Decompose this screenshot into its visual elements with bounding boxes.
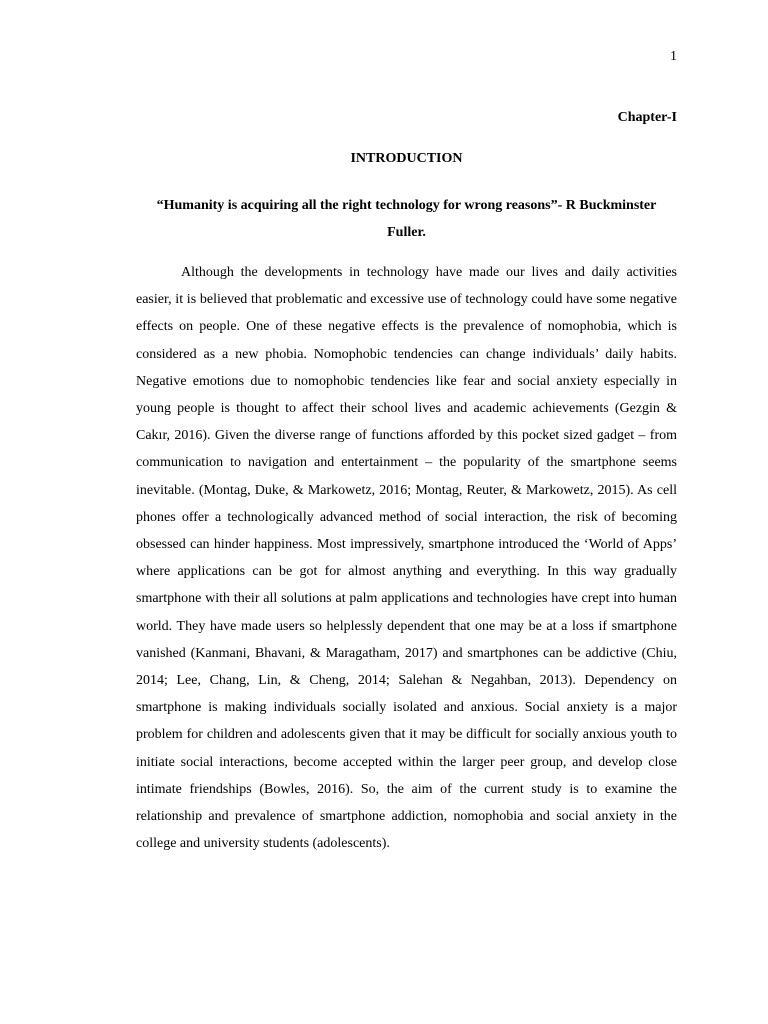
body-paragraph: Although the developments in technology have made our lives and daily activities easier, it is believed that problematic and excessive use of technology could have some negative effects on people. One of these negative effects is the prevalence of nomophobia, which is considered as a new phobia. Nomophobic tendencies can change individuals’ daily habits. Negative emotions due to nomophobic tendencies like fear and social anxiety especially in young people is thought to affect their school lives and academic achievements (Gezgin & Cakır, 2016). Given the diverse range of functions afforded by this pocket sized gadget – from communication to navigation and entertainment – the popularity of the smartphone seems inevitable. (Montag, Duke, & Markowetz, 2016; Montag, Reuter, & Markowetz, 2015). As cell phones offer a technologically advanced method of social interaction, the risk of becoming obsessed can hinder happiness. Most impressively, smartphone introduced the ‘World of Apps’ where applications can be got for almost anything and everything. In this way gradually smartphone with their all solutions at palm applications and technologies have crept into human world. They have made users so helplessly dependent that one may be at a loss if smartphone vanished (Kanmani, Bhavani, & Maragatham, 2017) and smartphones can be addictive (Chiu, 2014; Lee, Chang, Lin, & Cheng, 2014; Salehan & Negahban, 2013). Dependency on smartphone is making individuals socially isolated and anxious. Social anxiety is a major problem for children and adolescents given that it may be difficult for socially anxious youth to initiate social interactions, become accepted within the larger peer group, and develop close intimate friendships (Bowles, 2016). So, the aim of the current study is to examine the relationship and prevalence of smartphone addiction, nomophobia and social anxiety in the college and university students (adolescents).	[136, 265, 677, 852]
chapter-label: Chapter-I	[617, 110, 677, 125]
page-number: 1	[670, 49, 677, 64]
section-heading: INTRODUCTION	[350, 151, 463, 166]
epigraph-quote: “Humanity is acquiring all the right technology for wrong reasons”- R Buckminster Fuller.	[156, 198, 657, 240]
